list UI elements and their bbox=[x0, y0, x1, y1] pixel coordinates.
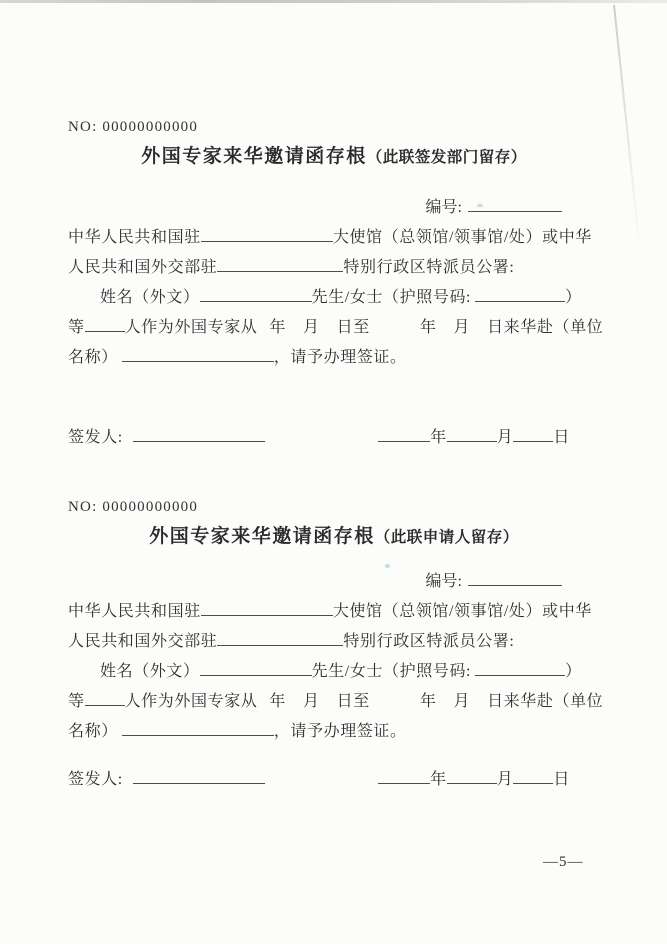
deng-label: 等 bbox=[68, 319, 85, 336]
embassy-line bbox=[68, 597, 600, 627]
month1-label: 月 bbox=[303, 693, 320, 710]
signer-label: 签发人: bbox=[68, 771, 123, 788]
unit-name-label: 名称） bbox=[68, 723, 118, 740]
signer-blank-field bbox=[133, 428, 265, 442]
region-blank-field bbox=[217, 258, 343, 272]
stub-title-note: （此联申请人留存） bbox=[374, 529, 519, 546]
serial-no: NO: 00000000000 bbox=[68, 119, 199, 135]
visa-request-text: ，请予办理签证。 bbox=[273, 723, 407, 740]
unit-name-line bbox=[68, 343, 600, 373]
day-label: 日 bbox=[553, 771, 570, 788]
month-blank-field bbox=[447, 770, 497, 784]
serial-number-line bbox=[68, 571, 600, 593]
embassy-line-post: 大使馆（总领馆/领事馆/处）或中华 bbox=[332, 603, 592, 620]
person-count-blank-field bbox=[85, 318, 125, 332]
year-blank-field bbox=[378, 428, 430, 442]
unit-name-line bbox=[68, 717, 600, 747]
commissioner-line-post: 特别行政区特派员公署: bbox=[343, 633, 515, 650]
month2-label: 月 bbox=[453, 693, 471, 710]
day2-label: 日来华赴（单位 bbox=[487, 693, 604, 710]
embassy-line bbox=[68, 223, 600, 253]
name-blank-field bbox=[200, 662, 312, 676]
serial-number-blank-field bbox=[468, 198, 562, 212]
signer-group bbox=[68, 767, 265, 793]
name-blank-field bbox=[200, 288, 312, 302]
date-group bbox=[378, 767, 570, 793]
unit-name-blank-field bbox=[122, 348, 274, 362]
signer-label: 签发人: bbox=[68, 429, 123, 446]
day1-label: 日至 bbox=[336, 693, 370, 710]
serial-number-line bbox=[68, 197, 600, 219]
passport-blank-field bbox=[475, 288, 565, 302]
passport-label: 先生/女士（护照号码: bbox=[311, 289, 472, 306]
embassy-line-pre: 中华人民共和国驻 bbox=[68, 603, 201, 620]
scan-right-edge-artifact bbox=[613, 5, 641, 254]
stub-body bbox=[68, 597, 604, 747]
name-label: 姓名（外文） bbox=[100, 663, 200, 680]
stub-body bbox=[68, 223, 604, 373]
expert-from-label: 人作为外国专家从 bbox=[124, 319, 258, 336]
month-label: 月 bbox=[496, 771, 514, 788]
commissioner-line-post: 特别行政区特派员公署: bbox=[343, 259, 515, 276]
invitation-stub-issuer-copy bbox=[68, 118, 604, 451]
year2-label: 年 bbox=[419, 319, 437, 336]
commissioner-line bbox=[68, 627, 600, 657]
stub-title-note: （此联签发部门留存） bbox=[366, 149, 527, 166]
name-line bbox=[68, 283, 600, 313]
date-group bbox=[378, 425, 570, 451]
expert-from-label: 人作为外国专家从 bbox=[124, 693, 258, 710]
person-count-blank-field bbox=[85, 692, 125, 706]
visa-request-text: ，请予办理签证。 bbox=[273, 349, 407, 366]
serial-number-label: 编号: bbox=[425, 199, 462, 216]
commissioner-line-pre: 人民共和国外交部驻 bbox=[68, 633, 218, 650]
day1-label: 日至 bbox=[336, 319, 370, 336]
name-line bbox=[68, 657, 600, 687]
invitation-stub-applicant-copy bbox=[68, 498, 604, 793]
unit-name-label: 名称） bbox=[68, 349, 118, 366]
year-label: 年 bbox=[430, 429, 447, 446]
scan-top-edge-artifact bbox=[0, 0, 667, 3]
year-blank-field bbox=[378, 770, 430, 784]
deng-label: 等 bbox=[68, 693, 85, 710]
page-number: —5— bbox=[543, 854, 584, 870]
day2-label: 日来华赴（单位 bbox=[487, 319, 604, 336]
stub-title-main: 外国专家来华邀请函存根 bbox=[141, 146, 367, 167]
serial-number-label: 编号: bbox=[425, 573, 462, 590]
expert-count-date-line bbox=[68, 313, 604, 343]
serial-no: NO: 00000000000 bbox=[68, 499, 199, 515]
signer-group bbox=[68, 425, 265, 451]
month-label: 月 bbox=[496, 429, 514, 446]
region-blank-field bbox=[217, 632, 343, 646]
month1-label: 月 bbox=[303, 319, 320, 336]
signer-blank-field bbox=[133, 770, 265, 784]
unit-name-blank-field bbox=[122, 722, 274, 736]
signature-line bbox=[68, 425, 600, 451]
month-blank-field bbox=[447, 428, 497, 442]
embassy-line-pre: 中华人民共和国驻 bbox=[68, 229, 201, 246]
passport-label: 先生/女士（护照号码: bbox=[311, 663, 472, 680]
year1-label: 年 bbox=[269, 693, 287, 710]
passport-close-paren: ） bbox=[565, 663, 582, 680]
day-blank-field bbox=[513, 428, 553, 442]
day-blank-field bbox=[513, 770, 553, 784]
signature-line bbox=[68, 767, 600, 793]
stub-title bbox=[68, 144, 600, 171]
year1-label: 年 bbox=[269, 319, 287, 336]
expert-count-date-line bbox=[68, 687, 604, 717]
year-label: 年 bbox=[430, 771, 447, 788]
month2-label: 月 bbox=[453, 319, 471, 336]
stub-title-main: 外国专家来华邀请函存根 bbox=[149, 526, 375, 547]
stub-title bbox=[68, 524, 600, 551]
commissioner-line-pre: 人民共和国外交部驻 bbox=[68, 259, 218, 276]
passport-blank-field bbox=[475, 662, 565, 676]
day-label: 日 bbox=[553, 429, 570, 446]
name-label: 姓名（外文） bbox=[100, 289, 200, 306]
embassy-country-blank-field bbox=[201, 228, 333, 242]
embassy-country-blank-field bbox=[201, 602, 333, 616]
passport-close-paren: ） bbox=[565, 289, 582, 306]
commissioner-line bbox=[68, 253, 600, 283]
serial-number-blank-field bbox=[468, 572, 562, 586]
year2-label: 年 bbox=[419, 693, 437, 710]
embassy-line-post: 大使馆（总领馆/领事馆/处）或中华 bbox=[332, 229, 592, 246]
